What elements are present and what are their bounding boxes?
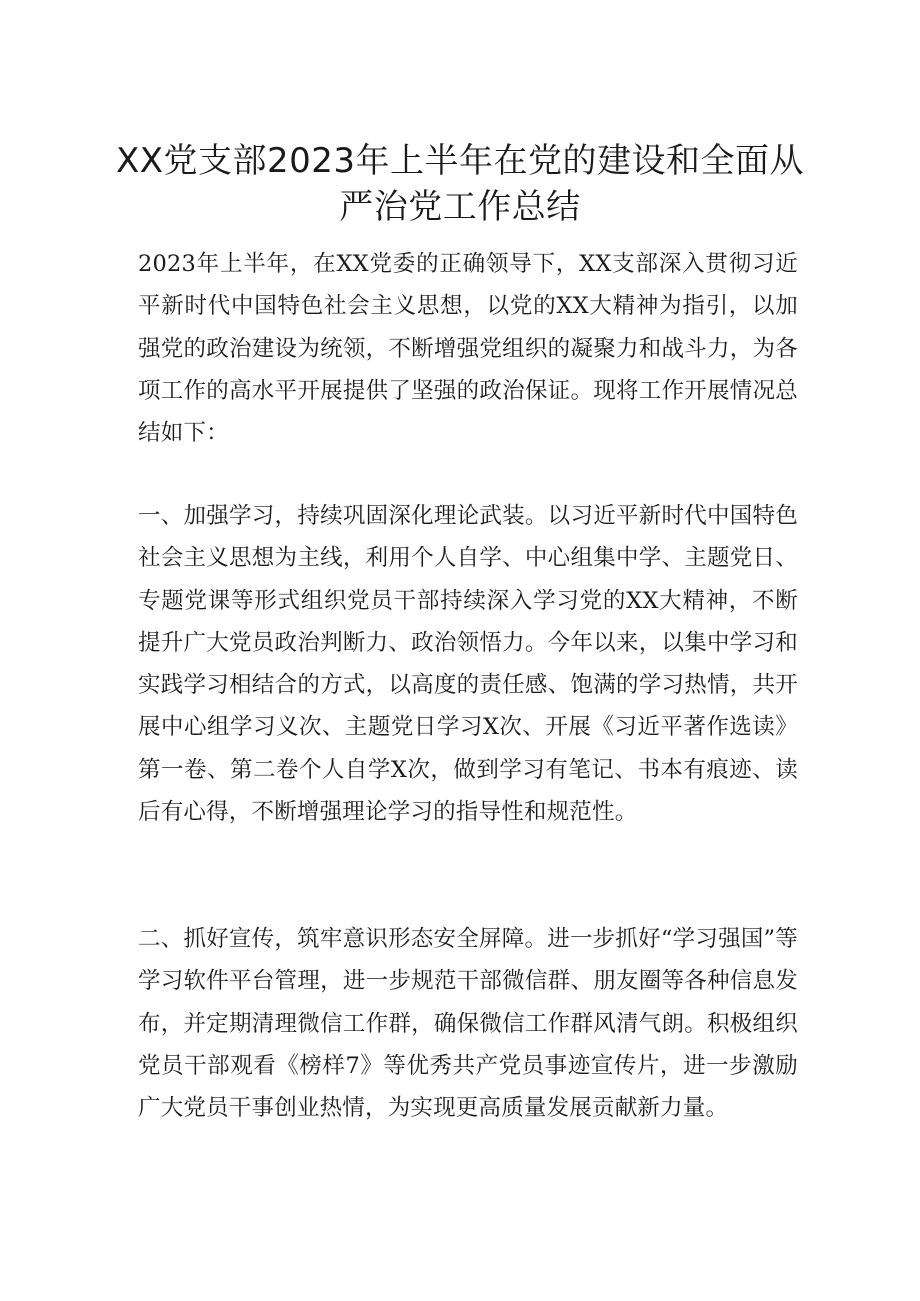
section-two-paragraph: 二、抓好宣传，筑牢意识形态安全屏障。进一步抓好“学习强国”等学习软件平台管理，进一步规范干部微信群、朋友圈等各种信息发布，并定期清理微信工作群，确保微信工作群风清气朗。积极组织党员干部观看《榜样7》等优秀共产党员事迹宣传片，进一步激励广大党员干事创业热情，为实现更高质量发展贡献新力量。 [138,926,798,1122]
document-title: XX党支部2023年上半年在党的建设和全面从严治党工作总结 [115,141,805,227]
intro-paragraph: 2023年上半年，在XX党委的正确领导下，XX支部深入贯彻习近平新时代中国特色社会主义思想，以党的XX大精神为指引，以加强党的政治建设为统领，不断增强党组织的凝聚力和战斗力，为各项工作的高水平开展提供了坚强的政治保证。现将工作开展情况总结如下： [138,251,798,447]
section-one-paragraph: 一、加强学习，持续巩固深化理论武装。以习近平新时代中国特色社会主义思想为主线，利用个人自学、中心组集中学、主题党日、专题党课等形式组织党员干部持续深入学习党的XX大精神，不断提升广大党员政治判断力、政治领悟力。今年以来，以集中学习和实践学习相结合的方式，以高度的责任感、饱满的学习热情，共开展中心组学习义次、主题党日学习X次、开展《习近平著作选读》第一卷、第二卷个人自学X次，做到学习有笔记、书本有痕迹、读后有心得，不断增强理论学习的指导性和规范性。 [138,503,798,826]
